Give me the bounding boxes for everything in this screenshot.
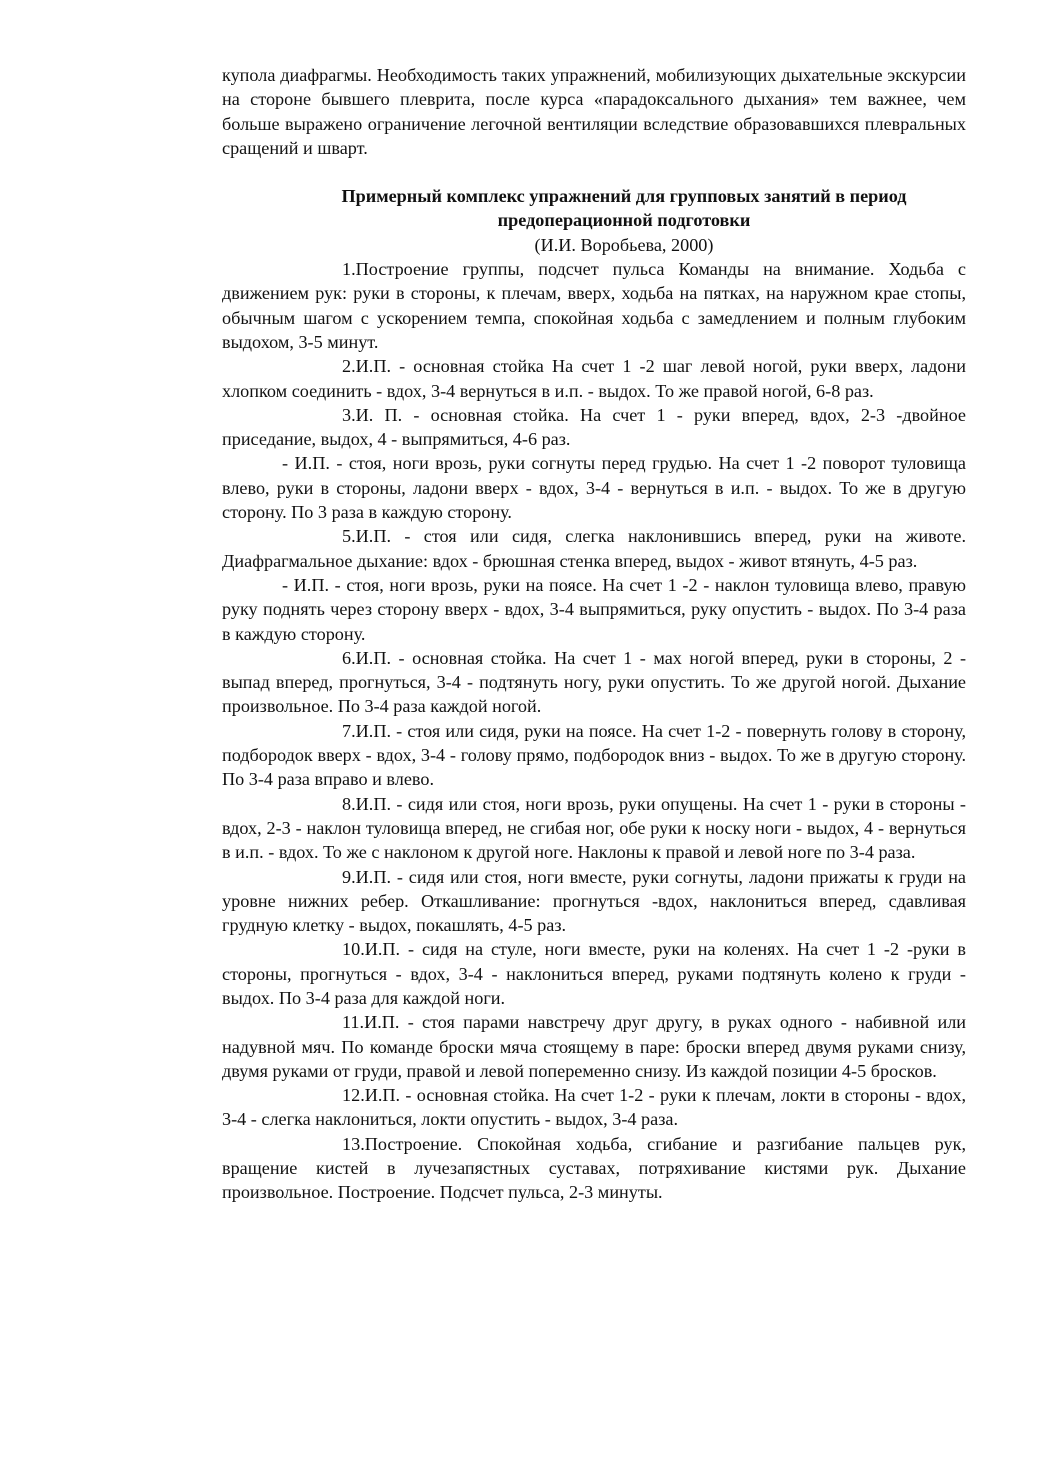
exercise-item <box>222 451 966 524</box>
exercise-text: - И.П. - стоя, ноги врозь, руки на поясе. На счет 1 -2 - наклон туловища влево, правую руку поднять через сторону вверх - вдох, 3-4 выпрямиться, руку опустить - выдох. По 3-4 раза в каждую сторону. <box>222 574 966 644</box>
exercise-text: И.П. - основная стойка. На счет 1-2 - руки к плечам, локти в стороны - вдох, 3-4 - слегка наклониться, локти опустить - выдох, 3-4 раза. <box>222 1085 966 1130</box>
exercise-text: И.П. - стоя парами навстречу друг другу, в руках одного - набивной или надувной мяч. По команде броски мяча стоящему в паре: броски вперед двумя руками снизу, двумя руками от груди, правой и левой попеременно снизу. Из каждой позиции 4-5 бросков. <box>222 1012 966 1081</box>
exercise-item <box>222 865 966 938</box>
exercise-text: И.П. - стоя или сидя, слегка наклонившись вперед, руки на животе. Диафрагмальное дыхание: вдох - брюшная стенка вперед, выдох - живот втянуть, 4-5 раз. <box>222 526 966 571</box>
exercise-text: И.П. - стоя или сидя, руки на поясе. На счет 1-2 - повернуть голову в сторону, подбородок вверх - вдох, 3-4 - голову прямо, подбородок вниз - выдох. То же в другую сторону. По 3-4 раза вправо и влево. <box>222 720 966 790</box>
intro-paragraph: купола диафрагмы. Необходимость таких упражнений, мобилизующих дыхательные экскурсии на стороне бывшего плеврита, после курса «парадоксального дыхания» тем важнее, чем больше выражено ограничение легочной вентиляции вследствие образовавшихся плевральных сращений и шварт. <box>222 65 966 158</box>
exercise-item <box>222 524 966 573</box>
exercise-item <box>222 719 966 792</box>
section-heading-line-1: Примерный комплекс упражнений для групповых занятий в период <box>341 186 907 207</box>
exercise-text: - И.П. - стоя, ноги врозь, руки согнуты перед грудью. На счет 1 -2 поворот туловища влево, руки в стороны, ладони вверх - вдох, 3-4 - вернуться в и.п. - выдох. То же в другую сторону. По 3 раза в каждую сторону. <box>222 453 966 523</box>
exercise-number: 6. <box>342 647 356 668</box>
exercise-item <box>222 403 966 452</box>
exercise-number: 11. <box>342 1012 365 1033</box>
exercise-number: 2. <box>342 356 356 377</box>
exercise-number: 10. <box>342 939 365 960</box>
exercise-item <box>222 573 966 646</box>
exercise-number: 7. <box>342 720 356 741</box>
exercise-number: 13. <box>342 1133 365 1154</box>
exercise-item <box>222 354 966 403</box>
exercise-text: И.П. - сидя или стоя, ноги вместе, руки согнуты, ладони прижаты к груди на уровне нижних ребер. Откашливание: прогнуться -вдох, наклониться вперед, сдавливая грудную клетку - выдох, покашлять, 4-5 раз. <box>222 866 966 936</box>
exercise-number: 3. <box>342 404 356 425</box>
exercise-text: Построение. Спокойная ходьба, сгибание и разгибание пальцев рук, вращение кистей в лучезапястных суставах, потряхивание кистями рук. Дыхание произвольное. Построение. Подсчет пульса, 2-3 минуты. <box>222 1133 966 1203</box>
exercise-item <box>222 1010 966 1083</box>
exercise-text: И.П. - сидя или стоя, ноги врозь, руки опущены. На счет 1 - руки в стороны - вдох, 2-3 - наклон туловища вперед, не сгибая ног, обе руки к носку ноги - выдох, 4 - вернуться в и.п. - вдох. То же с наклоном к другой ноге. Наклоны к правой и левой ноге по 3-4 раза. <box>222 793 966 863</box>
document-page <box>222 63 966 1205</box>
author-citation: (И.И. Воробьева, 2000) <box>534 234 714 255</box>
exercise-list <box>222 257 966 1205</box>
exercise-number: 8. <box>342 793 356 814</box>
exercise-number: 1. <box>342 259 356 280</box>
exercise-number: 5. <box>342 526 356 547</box>
exercise-text: И.П. - основная стойка На счет 1 -2 шаг левой ногой, руки вверх, ладони хлопком соединить - вдох, 3-4 вернуться в и.п. - выдох. То же правой ногой, 6-8 раз. <box>222 356 966 401</box>
exercise-item <box>222 257 966 354</box>
exercise-item <box>222 1132 966 1205</box>
exercise-text: И.П. - основная стойка. На счет 1 - мах ногой вперед, руки в стороны, 2 - выпад вперед, прогнуться, 3-4 - подтянуть ногу, руки опустить. То же другой ногой. Дыхание произвольное. По 3-4 раза каждой ногой. <box>222 647 966 717</box>
exercise-text: И.П. - сидя на стуле, ноги вместе, руки на коленях. На счет 1 -2 -руки в стороны, прогнуться - вдох, 3-4 - наклониться вперед, руками подтянуть колено к груди - выдох. По 3-4 раза для каждой ноги. <box>222 939 966 1008</box>
section-heading-line-2: предоперационной подготовки <box>497 210 751 231</box>
exercise-item <box>222 1083 966 1132</box>
exercise-item <box>222 937 966 1010</box>
exercise-item <box>222 792 966 865</box>
exercise-item <box>222 646 966 719</box>
exercise-text: Построение группы, подсчет пульса Команды на внимание. Ходьба с движением рук: руки в стороны, к плечам, вверх, ходьба на пятках, на наружном крае стопы, обычным шагом с ускорением темпа, спокойная ходьба с замедлением и полным глубоким выдохом, 3-5 минут. <box>222 259 966 352</box>
exercise-text: И. П. - основная стойка. На счет 1 - руки вперед, вдох, 2-3 -двойное приседание, выдох, 4 - выпрямиться, 4-6 раз. <box>222 404 966 450</box>
exercise-number: 12. <box>342 1085 365 1106</box>
exercise-number: 9. <box>342 866 356 887</box>
